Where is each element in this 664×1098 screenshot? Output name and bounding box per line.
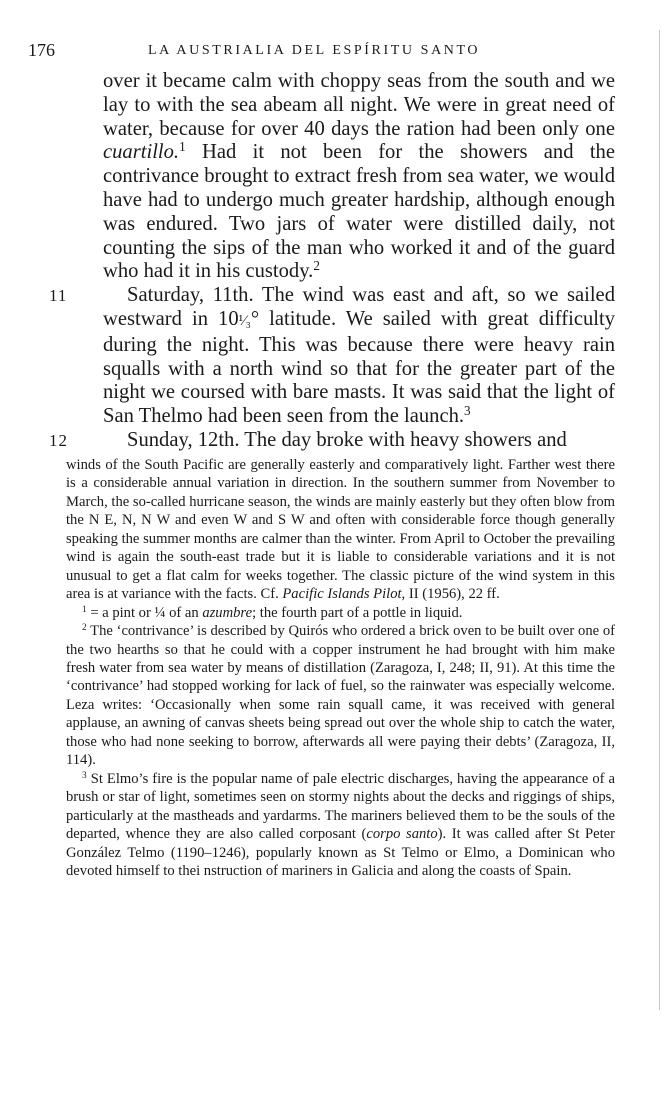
margin-date-12: 12 xyxy=(49,430,68,450)
term-cuartillo: cuartillo. xyxy=(103,141,180,164)
term-azumbre: azumbre xyxy=(202,604,253,621)
footnote-1-text-a: = a pint or xyxy=(86,604,155,621)
footnote-3-text-b: ). It was called after St Peter González Telmo (1190–1246), popularly known as St Telmo or Elmo, a Dominican who devoted himself to thei nstruction of mariners in Galicia and along the coasts of Spain. xyxy=(66,826,616,879)
page-edge-rule xyxy=(659,30,660,1010)
latitude-fraction: ¹⁄₃ xyxy=(238,312,251,329)
footnote-3 xyxy=(66,770,615,881)
running-head: LA AUSTRIALIA DEL ESPÍRITU SANTO xyxy=(148,43,481,58)
footnote-2-mark: 2 xyxy=(82,622,87,633)
footnote-2-text: The ‘contrivance’ is described by Quirós who ordered a brick oven to be built over one of the two hearths so that he could with a copper instrument he had brought with him make fresh water from sea water by means of distillation (Zaragoza, I, 248; II, 91). At this time the ‘contrivance’ had stopped working for lack of fuel, so the rainwater was especially welcome. Leza writes: ‘Occasionally when some rain squall came, it was received with general applause, an awning of canvas sheets being spread out over the whole ship to catch the water, those who had none seeking to borrow, afterwards all were paying their debts’ (Zaragoza, II, 114). xyxy=(66,623,615,769)
paragraph-3 xyxy=(49,428,615,453)
source-pacific-islands-pilot: Pacific Islands Pilot, xyxy=(282,586,406,603)
paragraph-2-text-a: Saturday, 11th. The wind was east and aft, so we sailed westward in 10 xyxy=(103,284,615,330)
note-continuation xyxy=(66,456,615,604)
note-continuation-text-b: II (1956), 22 ff. xyxy=(405,586,500,603)
note-continuation-text-a: winds of the South Pacific are generally easterly and comparatively light. Farther west there is a considerable annual variation in direction. In the southern summer from November to March, the so-called hurricane season, the winds are mainly easterly but they often blow from the N E, N, N W and even W and S W and often with considerable force though generally speaking the summer months are calmer than the winter. From April to October the prevailing wind is again the south-east trade but it is liable to considerable variations and it is not unusual to get a flat calm for weeks together. The classic picture of the wind system in this area is at variance with the facts. Cf. xyxy=(66,457,615,603)
page-header xyxy=(28,40,628,66)
footnote-ref-1: 1 xyxy=(179,139,186,155)
footnote-3-mark: 3 xyxy=(82,770,87,781)
footnote-3-text-a: St Elmo’s fire is the popular name of pale electric discharges, having the appearance of a brush or star of light, sometimes seen on stormy nights about the decks and riggings of ships, particularly at the mastheads and yardarms. The mariners believed them to be the souls of the departed, whence they are also called corposant ( xyxy=(66,770,615,843)
main-text xyxy=(49,70,615,453)
footnote-2 xyxy=(66,622,615,770)
paragraph-1-text-a: over it became calm with choppy seas from the south and we lay to with the sea abeam all night. We were in great need of water, because for over 40 days the ration had been only one xyxy=(103,70,615,140)
footnote-1-fraction: ¼ xyxy=(154,604,166,621)
footnote-1-text-c: ; the fourth part of a pottle in liquid. xyxy=(252,604,463,621)
footnote-1-mark: 1 xyxy=(82,604,87,615)
term-corpo-santo: corpo santo xyxy=(366,826,438,843)
paragraph-2-text-b: ° latitude. We sailed with great difficulty during the night. This was because there were heavy rain squalls with a north wind so that for the greater part of the night we coursed with bare masts. It was said that the light of San Thelmo had been seen from the launch. xyxy=(103,307,615,428)
page-number: 176 xyxy=(28,40,55,60)
margin-date-11: 11 xyxy=(49,286,68,306)
paragraph-1-text-b: Had it not been for the showers and the contrivance brought to extract fresh from sea water, we would have had to undergo much greater hardship, although enough was endured. Two jars of water were distilled daily, not counting the sips of the man who worked it and of the guard who had it in his custody. xyxy=(103,141,615,283)
paragraph-3-text: Sunday, 12th. The day broke with heavy showers and xyxy=(127,428,567,451)
footnote-ref-2: 2 xyxy=(313,258,320,274)
paragraph-2 xyxy=(49,284,615,429)
footnote-1-text-b: of an xyxy=(165,604,203,621)
paragraph-1 xyxy=(103,70,615,284)
footnote-ref-3: 3 xyxy=(464,402,471,418)
footnotes xyxy=(66,456,615,880)
footnote-1 xyxy=(66,604,615,622)
